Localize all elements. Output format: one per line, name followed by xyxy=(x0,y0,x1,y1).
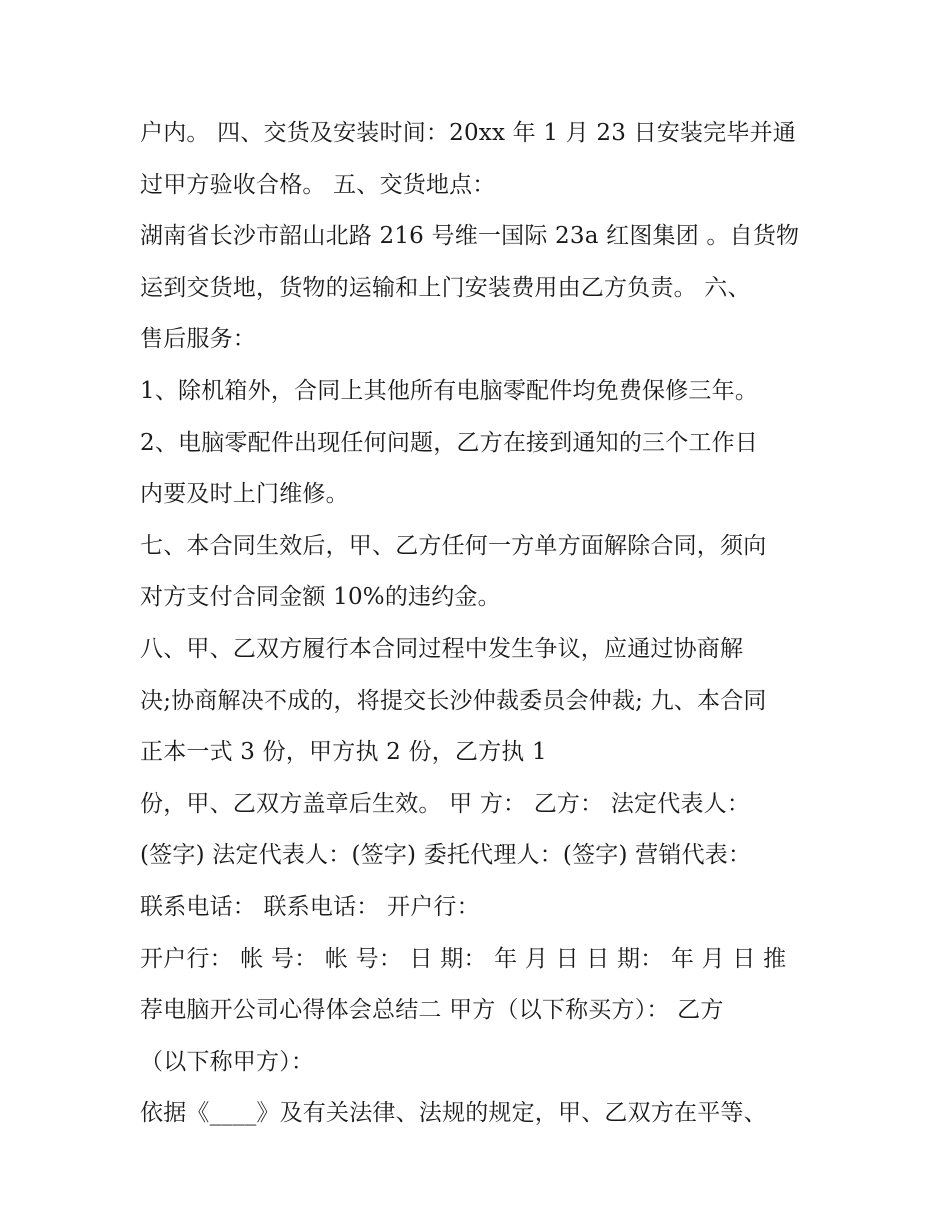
text-line: 七、本合同生效后，甲、乙方任何一方单方面解除合同，须向 xyxy=(140,532,767,559)
text-line: (签字) 法定代表人：(签字) 委托代理人：(签字) 营销代表： xyxy=(140,842,752,869)
text-line: 份，甲、乙双方盖章后生效。 甲 方： 乙方： 法定代表人： xyxy=(140,790,751,817)
document-body xyxy=(140,108,820,1140)
text-line: 户内。 四、交货及安装时间：20xx 年 1 月 23 日安装完毕并通 xyxy=(140,120,796,146)
text-line: 依据《____》及有关法律、法规的规定，甲、乙双方在平等、 xyxy=(140,1100,767,1127)
text-line: 运到交货地，货物的运输和上门安装费用由乙方负责。 六、 xyxy=(140,274,751,301)
text-line: 荐电脑开公司心得体会总结二 甲方（以下称买方）： 乙方 xyxy=(140,997,724,1024)
text-line: 2、电脑零配件出现任何问题，乙方在接到通知的三个工作日 xyxy=(140,429,759,456)
text-line: 售后服务： xyxy=(140,326,256,353)
text-line: （以下称甲方）： xyxy=(140,1048,315,1075)
text-line: 湖南省长沙市韶山北路 216 号维一国际 23a 红图集团 。自货物 xyxy=(140,223,800,250)
text-line: 八、甲、乙双方履行本合同过程中发生争议，应通过协商解 xyxy=(140,635,744,662)
text-line: 正本一式 3 份，甲方执 2 份，乙方执 1 xyxy=(140,739,547,766)
text-line: 对方支付合同金额 10%的违约金。 xyxy=(140,584,501,611)
text-line: 过甲方验收合格。 五、交货地点： xyxy=(140,171,496,198)
text-line: 联系电话： 联系电话： 开户行： xyxy=(140,893,480,920)
text-line: 1、除机箱外，合同上其他所有电脑零配件均免费保修三年。 xyxy=(140,377,759,404)
text-line: 内要及时上门维修。 xyxy=(140,481,349,508)
text-line: 决;协商解决不成的，将提交长沙仲裁委员会仲裁; 九、本合同 xyxy=(140,687,767,714)
text-line: 开户行： 帐 号： 帐 号： 日 期： 年 月 日 日 期： 年 月 日 推 xyxy=(140,945,787,972)
